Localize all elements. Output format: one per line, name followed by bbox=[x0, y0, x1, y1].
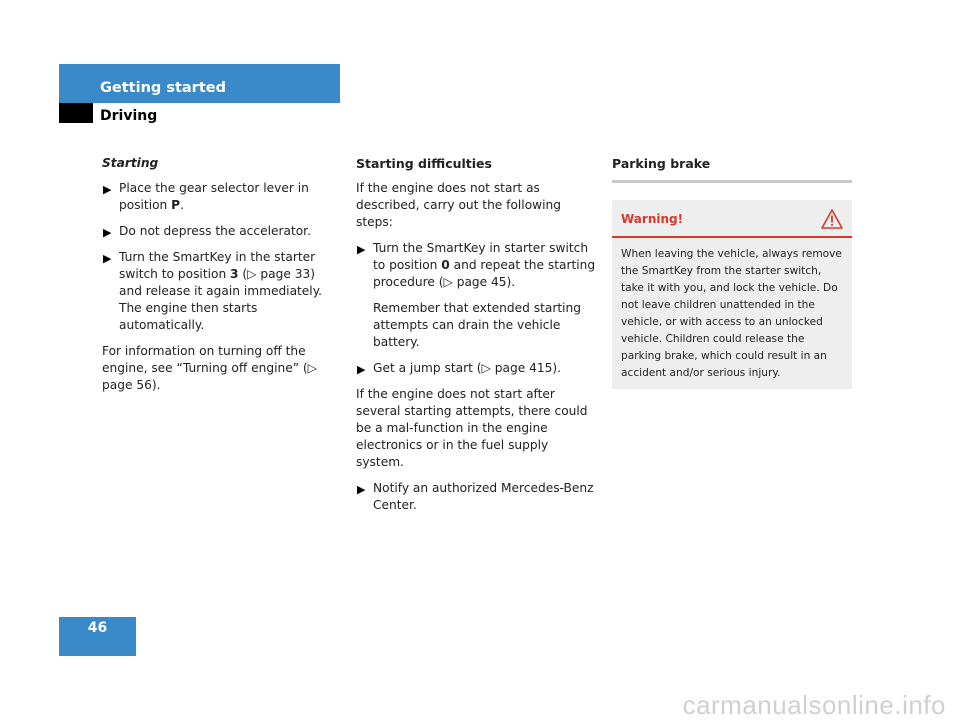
bullet-arrow-icon: ▶ bbox=[103, 226, 112, 239]
list-item: ▶ Notify an authorized Mercedes-Benz Center. bbox=[357, 481, 594, 512]
warning-text: When leaving the vehicle, always remove the SmartKey from the starter switch, take it with you, and lock the vehicle. Do not leave children unattended in the vehicle, or with access to an unlocked vehicle. Children could release the parking brake, which could result in an accident and/or serious injury. bbox=[621, 248, 842, 379]
subsection-title: Driving bbox=[100, 108, 158, 124]
warning-title: Warning! bbox=[621, 211, 684, 226]
turning-off-reference: For information on turning off the engine, see “Turning off engine” (▷ page 56). bbox=[102, 344, 318, 392]
parking-brake-heading: Parking brake bbox=[612, 156, 711, 171]
list-item: ▶ Get a jump start (▷ page 415). bbox=[357, 361, 561, 376]
column-starting bbox=[102, 155, 340, 403]
list-item: ▶ Turn the SmartKey in the starter switch to position 3 (▷ page 33) and release it again immediately. The engine then starts automatically. bbox=[103, 250, 323, 332]
section-title: Getting started bbox=[100, 80, 226, 96]
list-item: ▶ Place the gear selector lever in position P. bbox=[103, 181, 309, 212]
difficulties-intro: If the engine does not start as described, carry out the following steps: bbox=[356, 181, 561, 229]
bullet-arrow-icon: ▶ bbox=[357, 243, 366, 256]
column-parking-brake bbox=[612, 155, 852, 389]
watermark: carmanualsonline.info bbox=[682, 690, 946, 720]
battery-note: Remember that extended starting attempts can drain the vehicle battery. bbox=[373, 301, 581, 349]
warning-header bbox=[612, 200, 852, 238]
starting-heading: Starting bbox=[102, 156, 159, 170]
malfunction-paragraph: If the engine does not start after several starting attempts, there could be a mal-function in the engine electronics or in the fuel supply system. bbox=[356, 387, 588, 469]
warning-triangle-icon bbox=[821, 209, 843, 229]
starting-difficulties-heading: Starting difficulties bbox=[356, 156, 492, 171]
page-number: 46 bbox=[87, 620, 108, 636]
list-item: ▶ Turn the SmartKey in starter switch to position 0 and repeat the starting procedure (▷ page 45). bbox=[357, 241, 596, 289]
subsection-marker bbox=[59, 103, 93, 123]
bullet-arrow-icon: ▶ bbox=[103, 252, 112, 265]
bullet-arrow-icon: ▶ bbox=[103, 183, 112, 196]
warning-box bbox=[612, 200, 852, 389]
column-starting-difficulties bbox=[356, 155, 600, 523]
bullet-arrow-icon: ▶ bbox=[357, 363, 366, 376]
bullet-arrow-icon: ▶ bbox=[357, 483, 366, 496]
heading-rule bbox=[612, 180, 852, 183]
list-item: ▶ Do not depress the accelerator. bbox=[103, 224, 311, 239]
